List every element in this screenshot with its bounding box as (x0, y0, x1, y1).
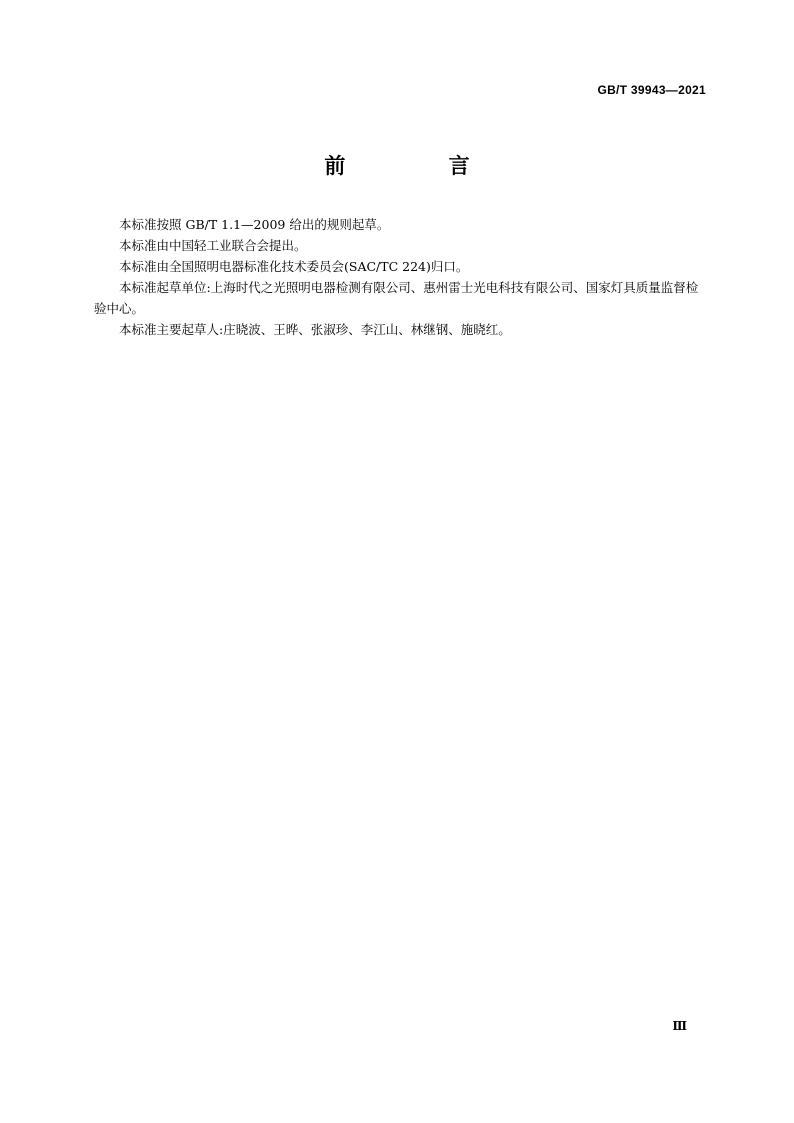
foreword-paragraph: 本标准由中国轻工业联合会提出。 (119, 238, 307, 253)
foreword-paragraph: 本标准由全国照明电器标准化技术委员会(SAC/TC 224)归口。 (119, 259, 469, 274)
page-title: 前 言 (324, 154, 518, 178)
foreword-paragraph: 本标准起草单位:上海时代之光照明电器检测有限公司、惠州雷士光电科技有限公司、国家灯具质量监督检验中心。 (94, 280, 699, 316)
foreword-paragraph: 本标准主要起草人:庄晓波、王晔、张淑珍、李江山、林继钢、施晓红。 (119, 322, 511, 337)
standard-number: GB/T 39943—2021 (597, 83, 706, 97)
foreword-body (94, 214, 706, 340)
foreword-paragraph: 本标准按照 GB/T 1.1—2009 给出的规则起草。 (119, 217, 390, 232)
page-number: Ⅲ (672, 1019, 687, 1033)
